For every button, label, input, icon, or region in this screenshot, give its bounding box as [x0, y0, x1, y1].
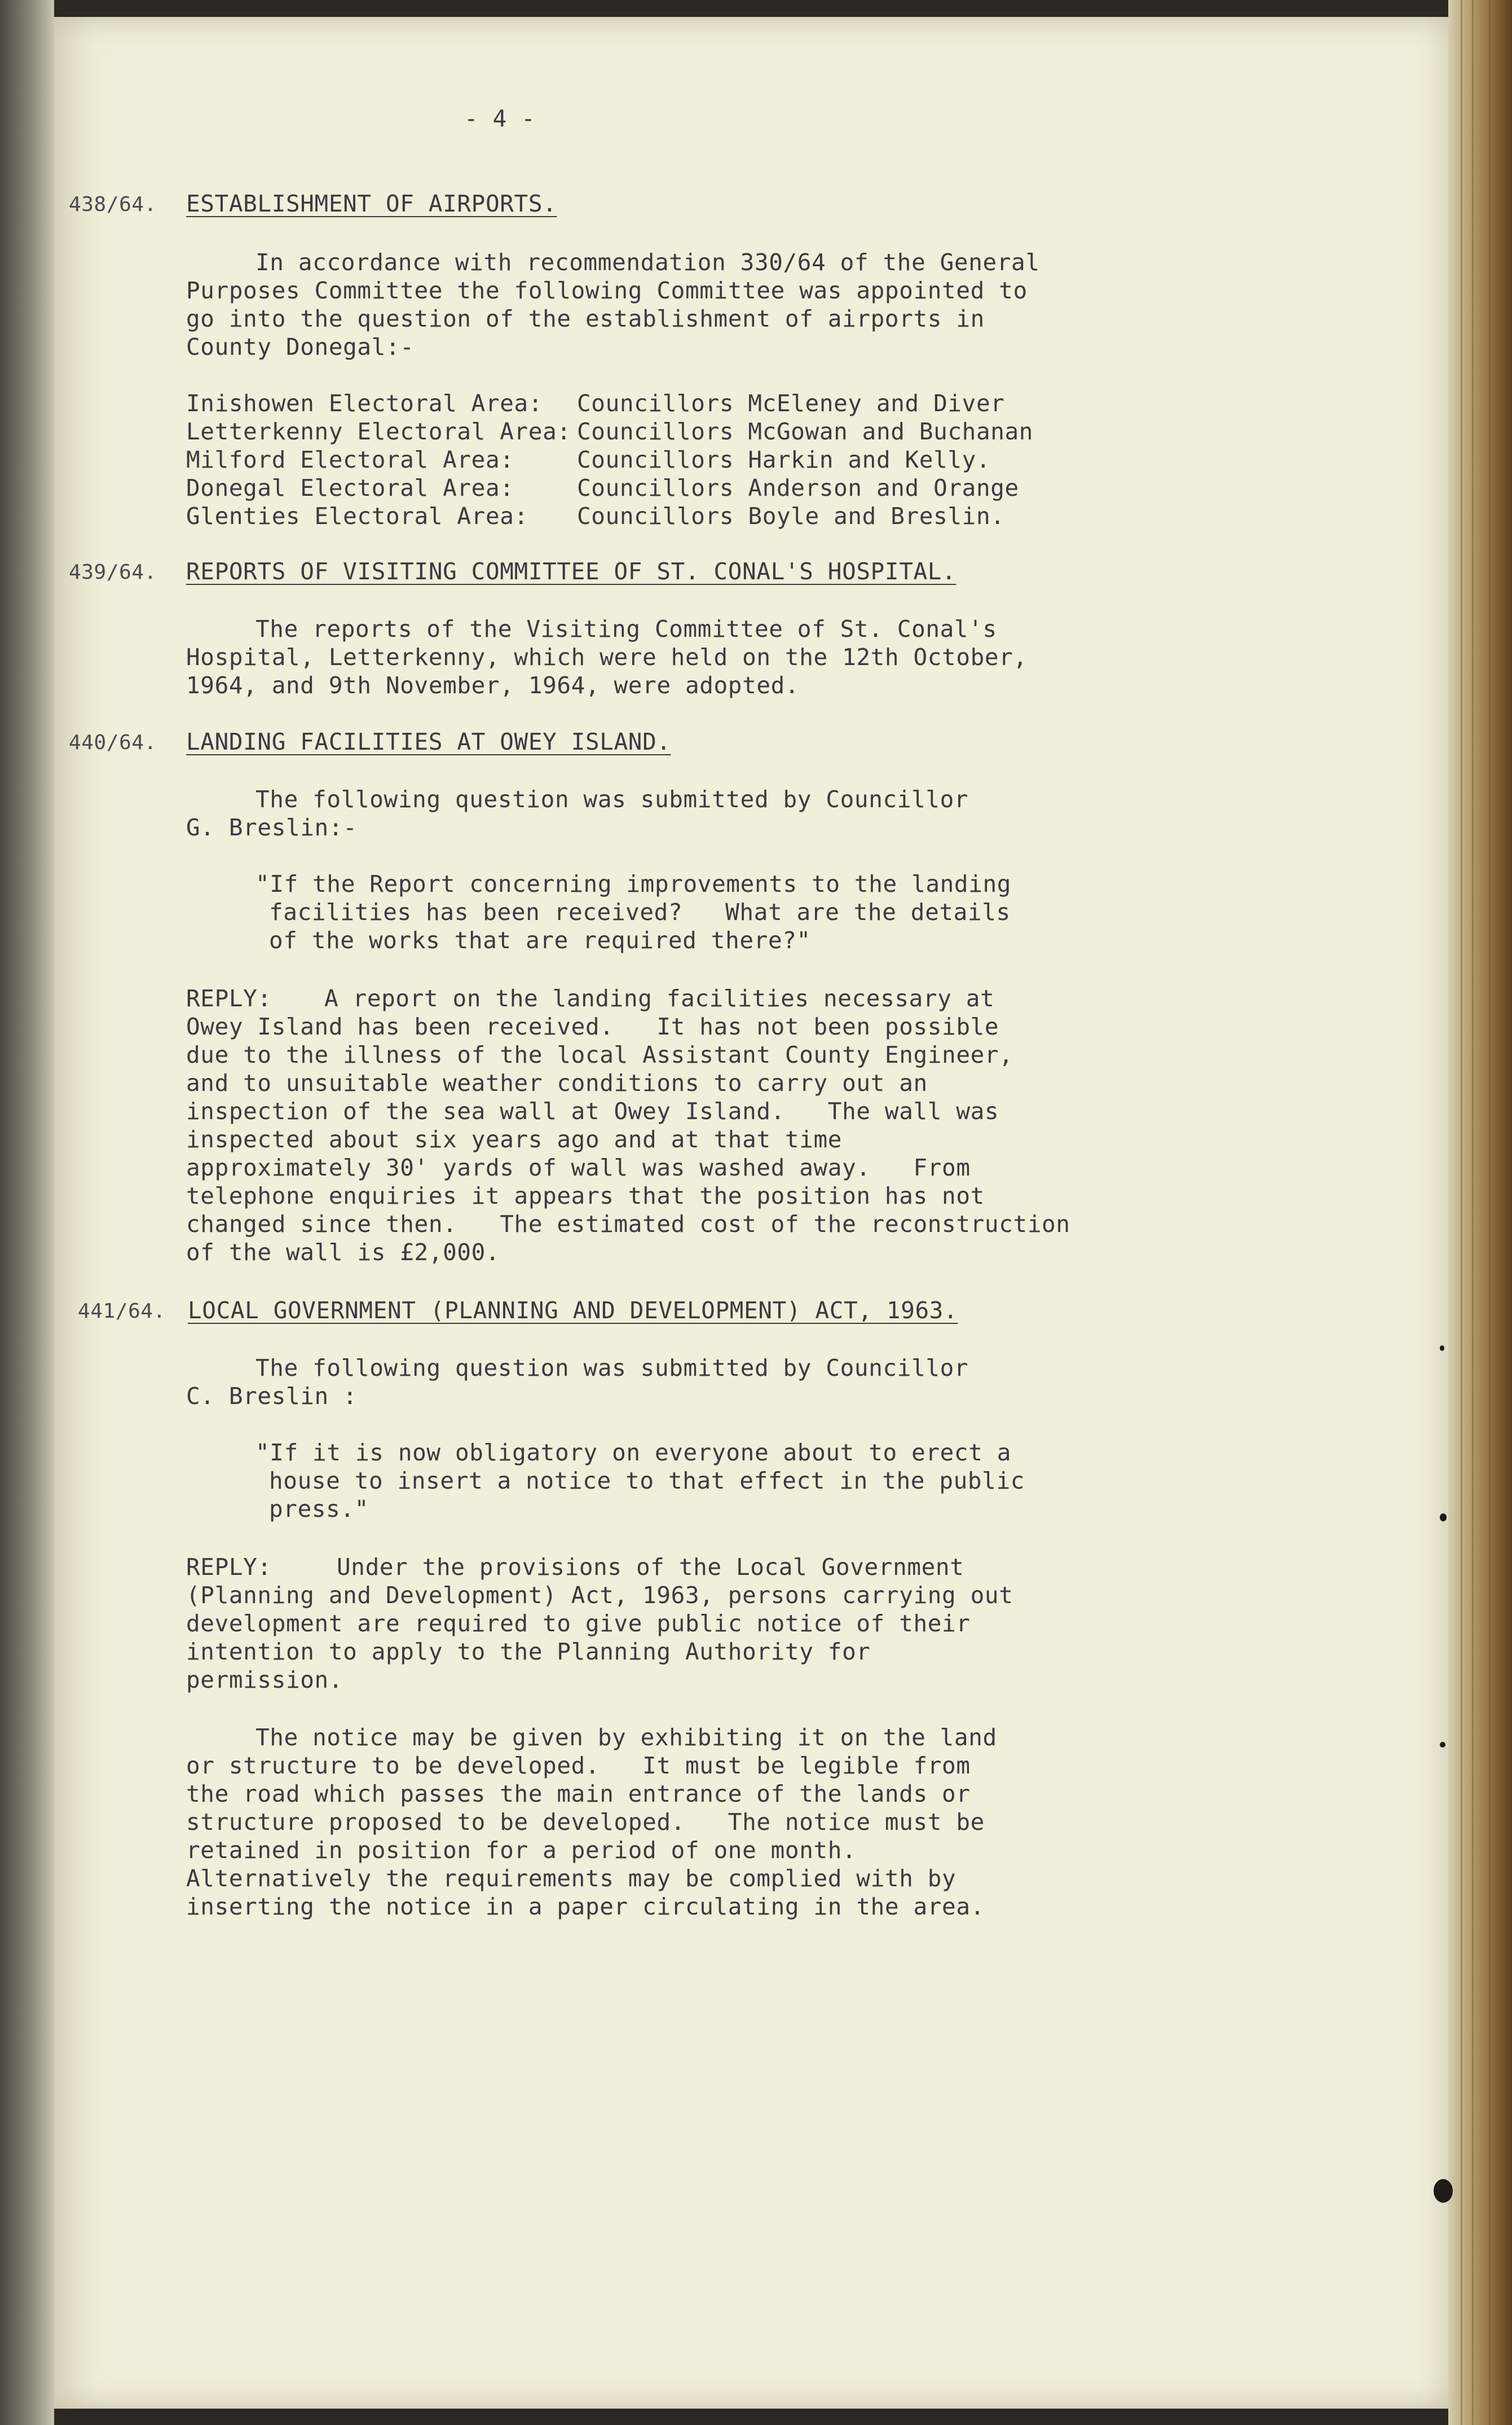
- question-line: "If it is now obligatory on everyone about to erect a: [255, 1439, 1012, 1466]
- section-heading: LANDING FACILITIES AT OWEY ISLAND.: [186, 728, 671, 755]
- electoral-area: Milford Electoral Area:: [186, 446, 514, 473]
- paragraph-line: The following question was submitted by Councillor: [255, 1354, 969, 1381]
- paragraph-line: Hospital, Letterkenny, which were held on the 12th October,: [186, 644, 1028, 671]
- page-number: - 4 -: [464, 105, 536, 132]
- question-line: house to insert a notice to that effect in the public: [269, 1467, 1025, 1494]
- paragraph-line: The following question was submitted by Councillor: [255, 786, 969, 813]
- electoral-area: Inishowen Electoral Area:: [186, 390, 543, 417]
- reply-line: due to the illness of the local Assistant County Engineer,: [186, 1041, 1013, 1068]
- section-number: 441/64.: [78, 1300, 166, 1323]
- reply-line: intention to apply to the Planning Authority for: [186, 1638, 871, 1665]
- reply-line: (Planning and Development) Act, 1963, persons carrying out: [186, 1582, 1013, 1609]
- section-number: 438/64.: [69, 193, 157, 216]
- paragraph-line: In accordance with recommendation 330/64 of the General: [255, 249, 1040, 276]
- electoral-area: Donegal Electoral Area:: [186, 474, 514, 501]
- paragraph-line: Alternatively the requirements may be complied with by: [186, 1865, 956, 1892]
- page-edge-line: [1472, 0, 1474, 2425]
- reply-line: Owey Island has been received. It has not been possible: [186, 1013, 999, 1040]
- reply-line: of the wall is £2,000.: [186, 1239, 500, 1266]
- reply-line: telephone enquiries it appears that the position has not: [186, 1182, 985, 1209]
- paragraph-line: go into the question of the establishment of airports in: [186, 305, 985, 332]
- reply-line: permission.: [186, 1666, 343, 1693]
- question-line: "If the Report concerning improvements to the landing: [255, 870, 1012, 897]
- electoral-area: Letterkenny Electoral Area:: [186, 418, 571, 445]
- paragraph-line: structure proposed to be developed. The notice must be: [186, 1808, 985, 1836]
- electoral-area: Glenties Electoral Area:: [186, 503, 528, 530]
- reply-line: inspection of the sea wall at Owey Island. The wall was: [186, 1098, 999, 1125]
- paragraph-line: County Donegal:-: [186, 333, 415, 360]
- committee-members: Councillors Anderson and Orange: [577, 474, 1019, 501]
- section-heading: REPORTS OF VISITING COMMITTEE OF ST. CONAL'S HOSPITAL.: [186, 558, 956, 585]
- reply-line: A report on the landing facilities necessary at: [324, 985, 995, 1012]
- page-edges: [1448, 0, 1512, 2425]
- paragraph-line: inserting the notice in a paper circulating in the area.: [186, 1893, 985, 1920]
- paragraph-line: retained in position for a period of one month.: [186, 1837, 857, 1864]
- reply-line: Under the provisions of the Local Government: [337, 1553, 964, 1581]
- section-number: 439/64.: [69, 561, 157, 584]
- paragraph-line: The notice may be given by exhibiting it on the land: [255, 1724, 997, 1751]
- binding-spine: [0, 0, 54, 2425]
- reply-label: REPLY:: [186, 985, 272, 1012]
- question-line: press.": [269, 1495, 369, 1522]
- reply-line: and to unsuitable weather conditions to carry out an: [186, 1070, 928, 1097]
- paragraph-line: C. Breslin :: [186, 1383, 358, 1410]
- paragraph-line: the road which passes the main entrance of the lands or: [186, 1780, 971, 1807]
- page-edge-line: [1461, 0, 1462, 2425]
- reply-line: development are required to give public notice of their: [186, 1610, 971, 1637]
- section-heading: ESTABLISHMENT OF AIRPORTS.: [186, 190, 557, 217]
- binding-hole: [1440, 1513, 1447, 1521]
- question-line: of the works that are required there?": [269, 927, 811, 954]
- paragraph-line: Purposes Committee the following Committee was appointed to: [186, 277, 1028, 304]
- page-edge-line: [1489, 0, 1491, 2425]
- section-heading: LOCAL GOVERNMENT (PLANNING AND DEVELOPMENT) ACT, 1963.: [188, 1297, 958, 1324]
- question-line: facilities has been received? What are the details: [269, 899, 1011, 926]
- paragraph-line: G. Breslin:-: [186, 814, 358, 841]
- reply-line: inspected about six years ago and at that time: [186, 1126, 843, 1153]
- committee-members: Councillors Harkin and Kelly.: [577, 446, 991, 473]
- section-number: 440/64.: [69, 731, 157, 754]
- binding-hole: [1440, 1345, 1444, 1351]
- reply-line: approximately 30' yards of wall was washed away. From: [186, 1154, 971, 1181]
- committee-members: Councillors McGowan and Buchanan: [577, 418, 1034, 445]
- paragraph-line: or structure to be developed. It must be legible from: [186, 1752, 971, 1779]
- paragraph-line: The reports of the Visiting Committee of St. Conal's: [255, 615, 997, 642]
- binding-hole: [1440, 1742, 1445, 1748]
- reply-line: changed since then. The estimated cost of the reconstruction: [186, 1211, 1070, 1238]
- binding-hole: [1434, 2179, 1453, 2203]
- committee-members: Councillors McEleney and Diver: [577, 390, 1005, 417]
- committee-members: Councillors Boyle and Breslin.: [577, 503, 1005, 530]
- reply-label: REPLY:: [186, 1553, 272, 1581]
- paragraph-line: 1964, and 9th November, 1964, were adopted.: [186, 672, 800, 699]
